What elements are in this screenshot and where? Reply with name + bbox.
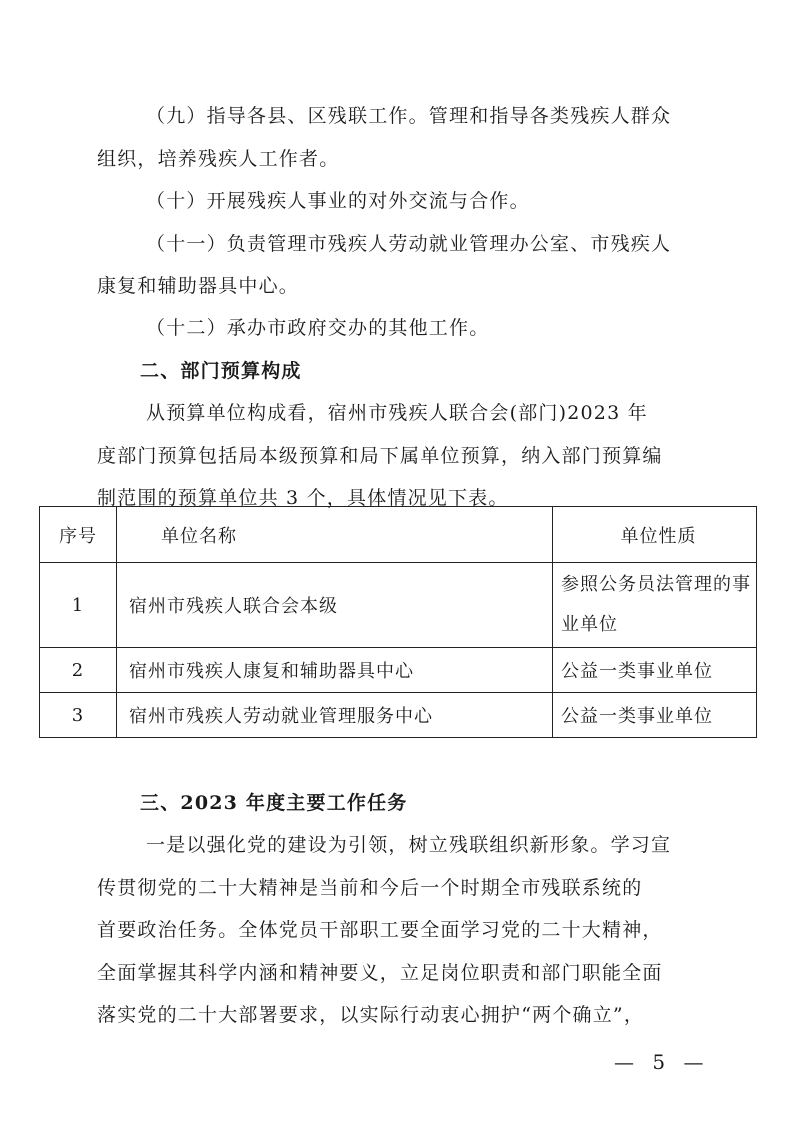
section-three-line1: 一是以强化党的建设为引领，树立残联组织新形象。学习宣 bbox=[146, 834, 672, 856]
cell-type: 公益一类事业单位 bbox=[553, 648, 757, 693]
cell-no: 3 bbox=[40, 693, 117, 738]
table-row bbox=[40, 648, 757, 693]
header-name: 单位名称 bbox=[117, 507, 553, 563]
paragraph-ten: （十）开展残疾人事业的对外交流与合作。 bbox=[146, 190, 530, 212]
section-two-line2: 度部门预算包括局本级预算和局下属单位预算，纳入部门预算编 bbox=[97, 445, 663, 467]
page-number: — 5 — bbox=[614, 1050, 710, 1074]
cell-name: 宿州市残疾人联合会本级 bbox=[117, 563, 553, 648]
cell-type: 公益一类事业单位 bbox=[553, 693, 757, 738]
cell-name: 宿州市残疾人康复和辅助器具中心 bbox=[117, 648, 553, 693]
section-two-line1: 从预算单位构成看，宿州市残疾人联合会(部门)2023 年 bbox=[146, 402, 648, 424]
paragraph-nine-line2: 组织，培养残疾人工作者。 bbox=[97, 148, 340, 170]
section-two-heading: 二、部门预算构成 bbox=[140, 360, 302, 382]
paragraph-twelve: （十二）承办市政府交办的其他工作。 bbox=[146, 317, 490, 339]
cell-type: 参照公务员法管理的事业单位 bbox=[553, 563, 757, 648]
header-type: 单位性质 bbox=[553, 507, 757, 563]
section-two-line3: 制范围的预算单位共 3 个，具体情况见下表。 bbox=[97, 487, 509, 509]
section-three-line3: 首要政治任务。全体党员干部职工要全面学习党的二十大精神， bbox=[97, 919, 663, 941]
section-three-line5: 落实党的二十大部署要求，以实际行动衷心拥护“两个确立”， bbox=[97, 1004, 645, 1026]
cell-no: 2 bbox=[40, 648, 117, 693]
cell-no: 1 bbox=[40, 563, 117, 648]
table-row bbox=[40, 563, 757, 648]
paragraph-eleven-line1: （十一）负责管理市残疾人劳动就业管理办公室、市残疾人 bbox=[146, 233, 672, 255]
section-three-heading: 三、2023 年度主要工作任务 bbox=[140, 792, 408, 814]
table-header-row bbox=[40, 507, 757, 563]
budget-units-table bbox=[39, 506, 757, 738]
table-row bbox=[40, 693, 757, 738]
section-three-line2: 传贯彻党的二十大精神是当前和今后一个时期全市残联系统的 bbox=[97, 877, 643, 899]
paragraph-eleven-line2: 康复和辅助器具中心。 bbox=[97, 275, 300, 297]
section-three-line4: 全面掌握其科学内涵和精神要义，立足岗位职责和部门职能全面 bbox=[97, 962, 663, 984]
cell-name: 宿州市残疾人劳动就业管理服务中心 bbox=[117, 693, 553, 738]
paragraph-nine-line1: （九）指导各县、区残联工作。管理和指导各类残疾人群众 bbox=[146, 105, 672, 127]
header-no: 序号 bbox=[40, 507, 117, 563]
